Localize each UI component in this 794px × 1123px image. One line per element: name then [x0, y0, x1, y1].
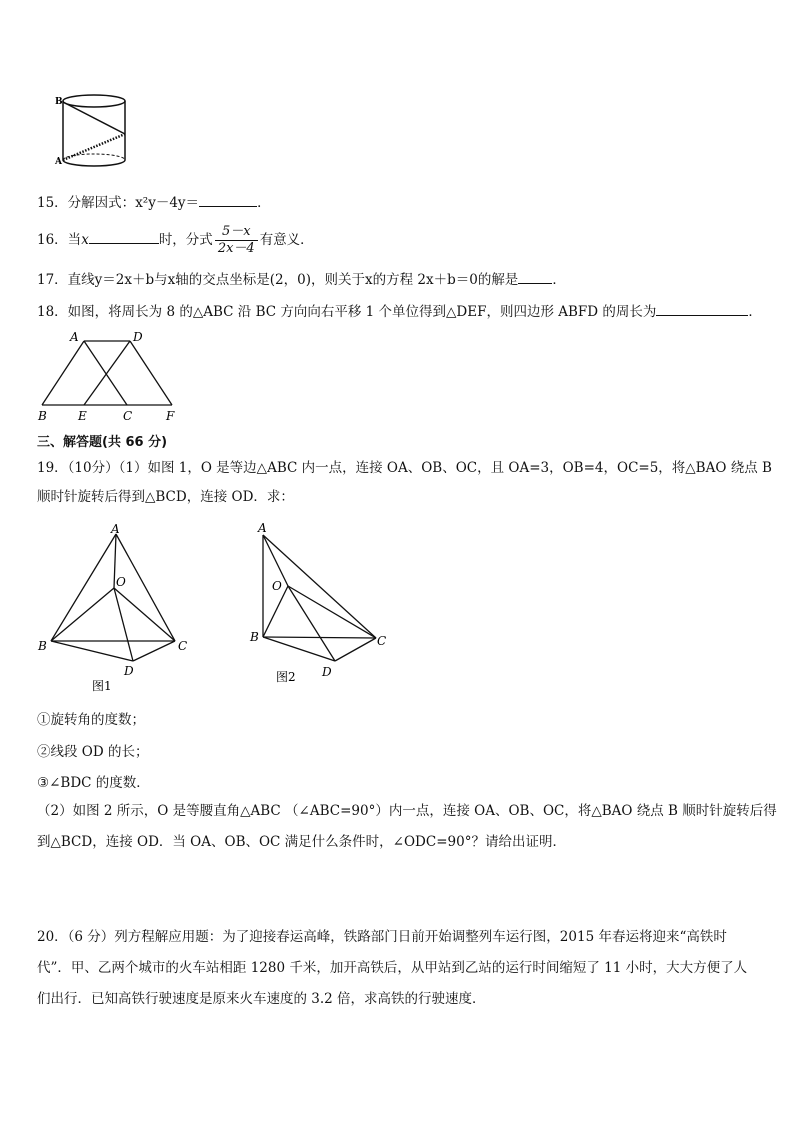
fig18-label-f: F — [166, 409, 175, 423]
fig1-label-d: D — [124, 664, 134, 678]
fig1-label-c: C — [178, 639, 188, 653]
answer-blank[interactable] — [89, 230, 159, 244]
question-20-line-1: 20．（6 分）列方程解应用题：为了迎接春运高峰，铁路部门日前开始调整列车运行图，2015 年春运将迎来“高铁时 — [37, 929, 727, 945]
fig18-label-c: C — [123, 409, 133, 423]
cylinder-figure — [52, 90, 132, 172]
figure-1 — [34, 520, 194, 695]
answer-blank[interactable] — [199, 193, 257, 207]
figure-2 — [246, 518, 396, 693]
cylinder-label-a: A — [55, 157, 62, 167]
fig2-label-a: A — [258, 521, 267, 535]
question-20-line-2: 代”．甲、乙两个城市的火车站相距 1280 千米，加开高铁后，从甲站到乙站的运行时间缩短了 11 小时，大大方便了人 — [37, 960, 748, 976]
fig1-label-o: O — [116, 575, 126, 589]
fig18-label-e: E — [78, 409, 87, 423]
fig18-label-a: A — [70, 330, 79, 344]
question-16: 16．当x 时，分式 $\frac{5-x}{2x-4}$ 有意义． — [37, 224, 314, 256]
question-15: 15．分解因式：x²y－4y＝ ． — [37, 195, 271, 211]
question-19-sub-2: ②线段 OD 的长； — [37, 744, 149, 760]
fig18-label-b: B — [38, 409, 47, 423]
question-20-line-3: 们出行．已知高铁行驶速度是原来火车速度的 3.2 倍，求高铁的行驶速度． — [37, 991, 486, 1007]
fig2-caption: 图2 — [276, 670, 296, 684]
fig2-label-d: D — [322, 665, 332, 679]
fig18-label-d: D — [133, 330, 143, 344]
fig1-label-a: A — [111, 522, 120, 536]
question-19-part-2-line-2: 到△BCD，连接 OD．当 OA、OB、OC 满足什么条件时，∠ODC=90°？请给出证明． — [37, 834, 566, 850]
cylinder-label-b: B — [55, 97, 63, 107]
question-19-line-1: 19．（10分）（1）如图 1，O 是等边△ABC 内一点，连接 OA、OB、OC，且 OA=3，OB=4，OC=5，将△BAO 绕点 B — [37, 460, 772, 476]
question-19-sub-1: ①旋转角的度数； — [37, 712, 145, 728]
section-heading: 三、解答题(共 66 分) — [37, 435, 168, 450]
question-19-sub-3: ③∠BDC 的度数． — [37, 775, 150, 791]
question-17: 17．直线y＝2x＋b与x轴的交点坐标是(2，0)，则关于x的方程 2x＋b＝0的解是 ． — [37, 272, 566, 288]
fig2-label-c: C — [377, 634, 387, 648]
fig1-caption: 图1 — [92, 679, 112, 693]
fig2-label-b: B — [250, 630, 259, 644]
q15-expression: x²y－4y＝ — [135, 195, 200, 211]
fraction: $\frac{5-x}{2x-4}$ — [215, 224, 258, 257]
fig1-label-b: B — [38, 639, 47, 653]
figure-18-translation — [34, 328, 184, 424]
answer-blank[interactable] — [518, 270, 552, 284]
question-19-line-2: 顺时针旋转后得到△BCD，连接 OD．求： — [37, 489, 294, 505]
question-18: 18．如图，将周长为 8 的△ABC 沿 BC 方向向右平移 1 个单位得到△DEF，则四边形 ABFD 的周长为 ． — [37, 304, 762, 320]
answer-blank[interactable] — [656, 302, 748, 316]
fig2-label-o: O — [272, 579, 282, 593]
question-19-part-2-line-1: （2）如图 2 所示，O 是等腰直角△ABC （∠ABC=90°）内一点，连接 OA、OB、OC，将△BAO 绕点 B 顺时针旋转后得 — [37, 803, 777, 819]
